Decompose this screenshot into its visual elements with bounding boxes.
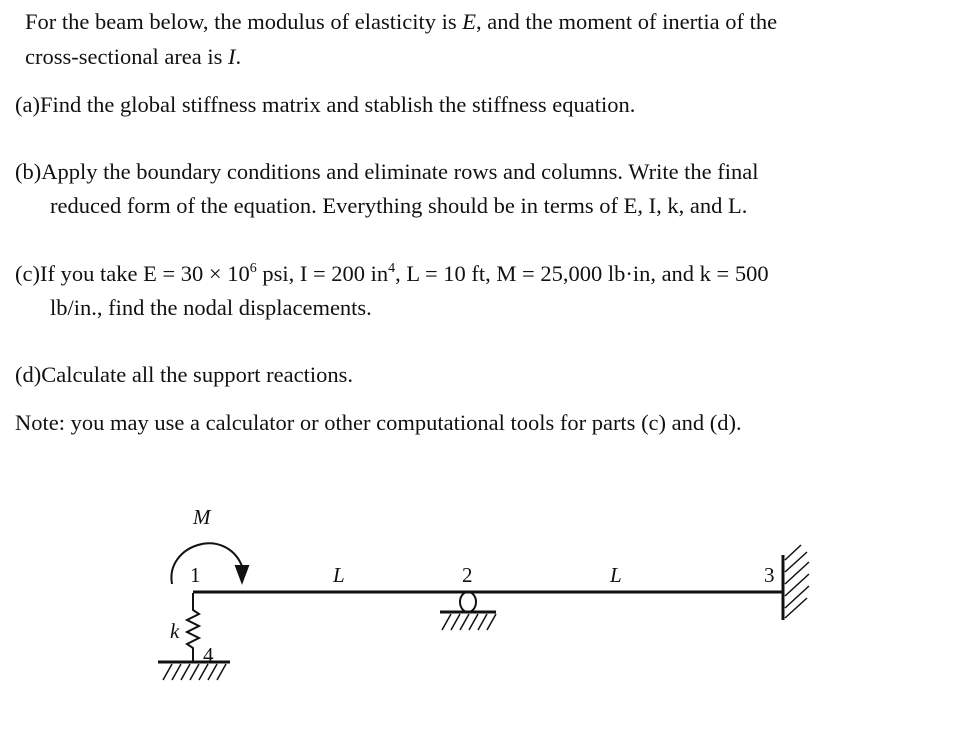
node-3-label: 3 (764, 563, 775, 587)
part-b-line-1: (b)Apply the boundary conditions and eliminate rows and columns. Write the final (15, 159, 759, 184)
span-1-label: L (333, 563, 345, 587)
part-b-line-2: reduced form of the equation. Everything should be in terms of E, I, k, and L. (50, 193, 748, 218)
note: Note: you may use a calculator or other computational tools for parts (c) and (d). (15, 410, 742, 435)
moment-arrowhead (236, 566, 248, 582)
intro-line-2: cross-sectional area is I. (25, 44, 242, 69)
node-4-label: 4 (203, 643, 214, 667)
part-c-line-1: (c)If you take $E = 30 \times 10^6$ psi, I = 200 $in^4$, L = 10 ft, M = 25,000 lb·in, and k = 500 (15, 261, 769, 286)
moment-arrow (171, 543, 242, 584)
node-1-label: 1 (190, 563, 201, 587)
part-d: (d)Calculate all the support reactions. (15, 362, 354, 387)
node-2-label: 2 (462, 563, 473, 587)
intro-line-1: For the beam below, the modulus of elasticity is E, and the moment of inertia of the (25, 9, 778, 34)
spring-k (187, 593, 199, 662)
part-c-line-2: lb/in., find the nodal displacements. (50, 295, 372, 320)
part-a: (a)Find the global stiffness matrix and stablish the stiffness equation. (15, 92, 636, 117)
spring-label: k (170, 619, 180, 643)
span-2-label: L (610, 563, 622, 587)
moment-label: M (193, 505, 211, 529)
roller-2 (460, 592, 476, 612)
